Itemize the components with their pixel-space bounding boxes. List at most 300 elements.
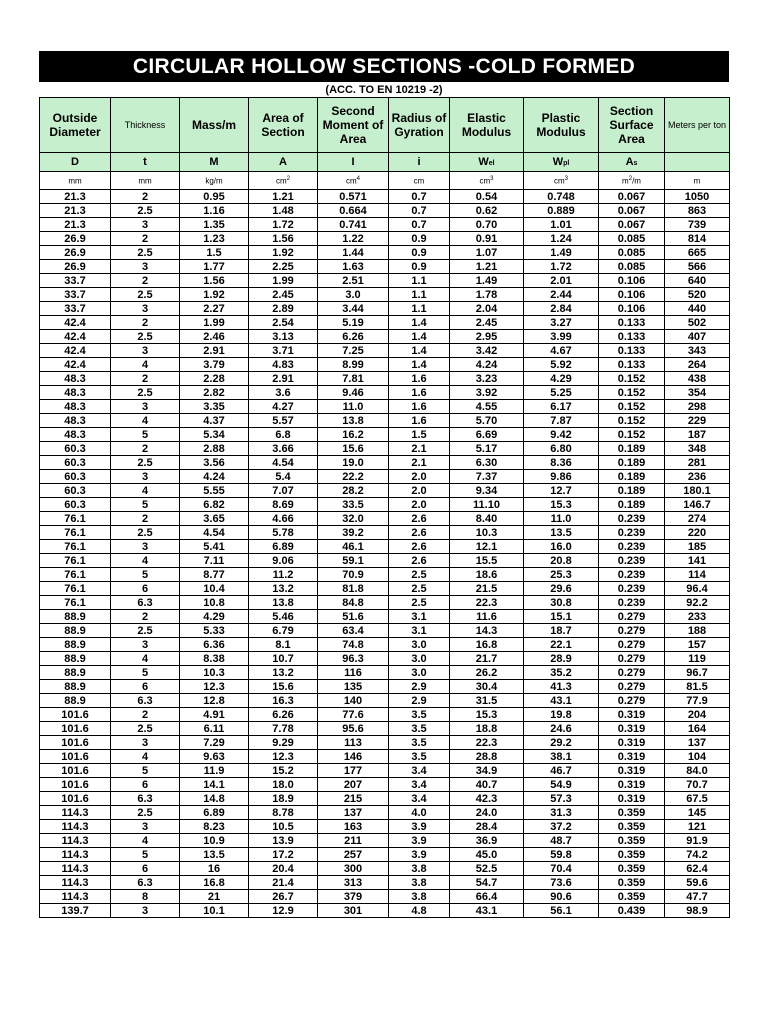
table-cell: 1.21 xyxy=(450,260,524,274)
table-cell: 187 xyxy=(665,428,730,442)
table-row xyxy=(40,302,730,316)
table-cell: 3.4 xyxy=(389,778,450,792)
table-cell: 28.4 xyxy=(450,820,524,834)
table-cell: 1.92 xyxy=(180,288,249,302)
table-cell: 8.23 xyxy=(180,820,249,834)
unit-base: cm xyxy=(479,176,491,186)
table-cell: 114.3 xyxy=(40,834,111,848)
table-cell: 3.1 xyxy=(389,624,450,638)
table-cell: 32.0 xyxy=(318,512,389,526)
table-cell: 5 xyxy=(111,764,180,778)
table-cell: 101.6 xyxy=(40,722,111,736)
unit-exponent: 3 xyxy=(564,175,568,182)
table-cell: 9.86 xyxy=(524,470,599,484)
table-cell: 3.8 xyxy=(389,862,450,876)
table-cell: 43.1 xyxy=(524,694,599,708)
table-cell: 48.3 xyxy=(40,414,111,428)
table-cell: 0.70 xyxy=(450,218,524,232)
table-cell: 13.5 xyxy=(524,526,599,540)
table-cell: 440 xyxy=(665,302,730,316)
table-cell: 88.9 xyxy=(40,680,111,694)
table-cell: 92.2 xyxy=(665,596,730,610)
table-cell: 3.35 xyxy=(180,400,249,414)
table-cell: 43.1 xyxy=(450,904,524,918)
table-cell: 3.9 xyxy=(389,820,450,834)
table-row xyxy=(40,232,730,246)
table-cell: 10.3 xyxy=(180,666,249,680)
table-row xyxy=(40,260,730,274)
unit-base: mm xyxy=(138,176,152,186)
unit-base: m xyxy=(693,176,701,186)
table-cell: 0.106 xyxy=(599,288,665,302)
symbol-subscript: s xyxy=(633,160,638,167)
table-row xyxy=(40,792,730,806)
table-cell: 2.6 xyxy=(389,526,450,540)
symbol-subscript: el xyxy=(488,160,495,167)
table-cell: 1.4 xyxy=(389,344,450,358)
table-cell: 30.4 xyxy=(450,680,524,694)
table-cell: 0.189 xyxy=(599,456,665,470)
table-cell: 1.77 xyxy=(180,260,249,274)
table-cell: 4.67 xyxy=(524,344,599,358)
table-cell: 3 xyxy=(111,344,180,358)
table-cell: 114.3 xyxy=(40,820,111,834)
table-cell: 77.6 xyxy=(318,708,389,722)
table-row xyxy=(40,862,730,876)
table-cell: 17.2 xyxy=(249,848,318,862)
column-header: Mass/m xyxy=(180,98,249,153)
symbol-cell xyxy=(318,153,389,172)
symbol-cell xyxy=(450,153,524,172)
table-cell: 0.279 xyxy=(599,624,665,638)
table-cell: 13.2 xyxy=(249,582,318,596)
table-row xyxy=(40,610,730,624)
table-cell: 1.78 xyxy=(450,288,524,302)
table-cell: 5.78 xyxy=(249,526,318,540)
table-cell: 3.6 xyxy=(249,386,318,400)
table-cell: 0.133 xyxy=(599,330,665,344)
table-cell: 4 xyxy=(111,554,180,568)
table-row xyxy=(40,596,730,610)
table-row xyxy=(40,414,730,428)
unit-base: mm xyxy=(68,176,82,186)
table-cell: 48.3 xyxy=(40,428,111,442)
table-cell: 0.319 xyxy=(599,750,665,764)
table-cell: 4 xyxy=(111,484,180,498)
table-cell: 45.0 xyxy=(450,848,524,862)
table-cell: 6.3 xyxy=(111,694,180,708)
table-cell: 7.87 xyxy=(524,414,599,428)
table-cell: 814 xyxy=(665,232,730,246)
table-cell: 6.26 xyxy=(318,330,389,344)
table-cell: 2.82 xyxy=(180,386,249,400)
table-cell: 2 xyxy=(111,372,180,386)
table-cell: 0.133 xyxy=(599,344,665,358)
unit-cell xyxy=(180,172,249,190)
table-cell: 4.91 xyxy=(180,708,249,722)
table-cell: 3.0 xyxy=(389,652,450,666)
table-cell: 19.0 xyxy=(318,456,389,470)
table-cell: 101.6 xyxy=(40,750,111,764)
table-cell: 3.23 xyxy=(450,372,524,386)
table-cell: 59.6 xyxy=(665,876,730,890)
table-cell: 1.5 xyxy=(389,428,450,442)
unit-base: cm xyxy=(275,176,287,186)
table-cell: 10.9 xyxy=(180,834,249,848)
table-cell: 21 xyxy=(180,890,249,904)
table-cell: 180.1 xyxy=(665,484,730,498)
symbol-main: D xyxy=(71,156,79,168)
table-cell: 2.88 xyxy=(180,442,249,456)
table-cell: 1.07 xyxy=(450,246,524,260)
table-cell: 0.664 xyxy=(318,204,389,218)
table-cell: 2.27 xyxy=(180,302,249,316)
table-cell: 566 xyxy=(665,260,730,274)
table-cell: 2 xyxy=(111,274,180,288)
table-cell: 0.9 xyxy=(389,246,450,260)
table-cell: 0.239 xyxy=(599,568,665,582)
table-cell: 4 xyxy=(111,358,180,372)
table-cell: 1.24 xyxy=(524,232,599,246)
table-cell: 14.8 xyxy=(180,792,249,806)
column-header: Radius of Gyration xyxy=(389,98,450,153)
table-cell: 28.2 xyxy=(318,484,389,498)
table-cell: 12.8 xyxy=(180,694,249,708)
table-row xyxy=(40,428,730,442)
table-cell: 59.8 xyxy=(524,848,599,862)
table-row xyxy=(40,190,730,204)
table-cell: 140 xyxy=(318,694,389,708)
table-cell: 52.5 xyxy=(450,862,524,876)
table-cell: 3.9 xyxy=(389,834,450,848)
table-cell: 0.239 xyxy=(599,596,665,610)
table-row xyxy=(40,890,730,904)
table-cell: 0.239 xyxy=(599,540,665,554)
table-cell: 21.3 xyxy=(40,218,111,232)
table-cell: 264 xyxy=(665,358,730,372)
table-row xyxy=(40,848,730,862)
table-cell: 7.78 xyxy=(249,722,318,736)
table-row xyxy=(40,834,730,848)
table-cell: 1.56 xyxy=(180,274,249,288)
table-cell: 48.3 xyxy=(40,372,111,386)
table-cell: 7.07 xyxy=(249,484,318,498)
table-cell: 28.8 xyxy=(450,750,524,764)
table-cell: 8.36 xyxy=(524,456,599,470)
table-cell: 0.319 xyxy=(599,708,665,722)
table-cell: 0.279 xyxy=(599,638,665,652)
table-cell: 1.4 xyxy=(389,358,450,372)
table-cell: 15.2 xyxy=(249,764,318,778)
table-cell: 42.4 xyxy=(40,316,111,330)
table-cell: 274 xyxy=(665,512,730,526)
table-cell: 8.1 xyxy=(249,638,318,652)
table-cell: 1.6 xyxy=(389,386,450,400)
table-cell: 16.2 xyxy=(318,428,389,442)
table-cell: 640 xyxy=(665,274,730,288)
table-cell: 21.4 xyxy=(249,876,318,890)
table-cell: 6.80 xyxy=(524,442,599,456)
table-cell: 2.5 xyxy=(111,204,180,218)
table-cell: 10.3 xyxy=(450,526,524,540)
table-cell: 41.3 xyxy=(524,680,599,694)
table-cell: 1050 xyxy=(665,190,730,204)
table-cell: 3 xyxy=(111,470,180,484)
table-cell: 2.6 xyxy=(389,540,450,554)
table-cell: 2.44 xyxy=(524,288,599,302)
table-cell: 76.1 xyxy=(40,568,111,582)
table-row xyxy=(40,442,730,456)
table-cell: 48.7 xyxy=(524,834,599,848)
table-cell: 0.359 xyxy=(599,876,665,890)
table-cell: 12.3 xyxy=(180,680,249,694)
table-cell: 6.11 xyxy=(180,722,249,736)
table-cell: 2.04 xyxy=(450,302,524,316)
table-cell: 0.359 xyxy=(599,806,665,820)
table-row xyxy=(40,694,730,708)
table-row xyxy=(40,526,730,540)
table-cell: 34.9 xyxy=(450,764,524,778)
table-row xyxy=(40,204,730,218)
table-cell: 665 xyxy=(665,246,730,260)
table-cell: 354 xyxy=(665,386,730,400)
table-cell: 29.2 xyxy=(524,736,599,750)
table-cell: 10.8 xyxy=(180,596,249,610)
table-cell: 2 xyxy=(111,708,180,722)
table-cell: 15.6 xyxy=(318,442,389,456)
table-cell: 5 xyxy=(111,848,180,862)
table-cell: 145 xyxy=(665,806,730,820)
table-cell: 3.8 xyxy=(389,890,450,904)
column-header: Outside Diameter xyxy=(40,98,111,153)
table-cell: 7.81 xyxy=(318,372,389,386)
table-cell: 0.279 xyxy=(599,652,665,666)
table-cell: 0.359 xyxy=(599,890,665,904)
table-cell: 35.2 xyxy=(524,666,599,680)
table-cell: 0.319 xyxy=(599,722,665,736)
table-cell: 139.7 xyxy=(40,904,111,918)
table-row xyxy=(40,554,730,568)
table-cell: 9.63 xyxy=(180,750,249,764)
table-cell: 37.2 xyxy=(524,820,599,834)
table-cell: 0.152 xyxy=(599,386,665,400)
table-cell: 114.3 xyxy=(40,806,111,820)
table-cell: 3 xyxy=(111,904,180,918)
table-cell: 5.25 xyxy=(524,386,599,400)
table-cell: 60.3 xyxy=(40,442,111,456)
table-cell: 1.44 xyxy=(318,246,389,260)
table-cell: 2.1 xyxy=(389,456,450,470)
table-cell: 96.3 xyxy=(318,652,389,666)
table-cell: 60.3 xyxy=(40,498,111,512)
table-cell: 6.82 xyxy=(180,498,249,512)
table-cell: 1.56 xyxy=(249,232,318,246)
table-cell: 42.4 xyxy=(40,344,111,358)
table-cell: 3 xyxy=(111,260,180,274)
table-cell: 5.19 xyxy=(318,316,389,330)
table-cell: 12.9 xyxy=(249,904,318,918)
table-cell: 2.5 xyxy=(111,806,180,820)
table-cell: 407 xyxy=(665,330,730,344)
table-cell: 8.38 xyxy=(180,652,249,666)
table-cell: 15.6 xyxy=(249,680,318,694)
table-cell: 33.7 xyxy=(40,302,111,316)
table-cell: 4 xyxy=(111,750,180,764)
table-cell: 520 xyxy=(665,288,730,302)
column-header: Elastic Modulus xyxy=(450,98,524,153)
standard-subtitle: (ACC. TO EN 10219 -2) xyxy=(325,84,443,96)
table-row xyxy=(40,568,730,582)
symbol-cell xyxy=(180,153,249,172)
table-cell: 2 xyxy=(111,190,180,204)
table-cell: 13.2 xyxy=(249,666,318,680)
table-cell: 1.6 xyxy=(389,400,450,414)
table-cell: 33.7 xyxy=(40,288,111,302)
table-cell: 54.7 xyxy=(450,876,524,890)
table-cell: 3.99 xyxy=(524,330,599,344)
table-row xyxy=(40,764,730,778)
table-cell: 5.41 xyxy=(180,540,249,554)
table-cell: 54.9 xyxy=(524,778,599,792)
table-cell: 4.0 xyxy=(389,806,450,820)
table-cell: 6.89 xyxy=(180,806,249,820)
table-cell: 3.5 xyxy=(389,750,450,764)
table-cell: 0.279 xyxy=(599,694,665,708)
table-cell: 101.6 xyxy=(40,708,111,722)
table-cell: 74.8 xyxy=(318,638,389,652)
table-cell: 0.189 xyxy=(599,470,665,484)
table-cell: 0.319 xyxy=(599,778,665,792)
table-cell: 95.6 xyxy=(318,722,389,736)
table-row xyxy=(40,778,730,792)
table-cell: 2.45 xyxy=(450,316,524,330)
table-cell: 74.2 xyxy=(665,848,730,862)
table-row xyxy=(40,484,730,498)
table-cell: 8.69 xyxy=(249,498,318,512)
table-row xyxy=(40,540,730,554)
unit-cell xyxy=(389,172,450,190)
table-row xyxy=(40,498,730,512)
table-row xyxy=(40,638,730,652)
table-cell: 1.49 xyxy=(524,246,599,260)
table-row xyxy=(40,470,730,484)
table-cell: 39.2 xyxy=(318,526,389,540)
table-cell: 18.0 xyxy=(249,778,318,792)
table-cell: 21.3 xyxy=(40,204,111,218)
table-cell: 298 xyxy=(665,400,730,414)
table-row xyxy=(40,330,730,344)
unit-cell xyxy=(524,172,599,190)
table-cell: 6.30 xyxy=(450,456,524,470)
symbol-cell xyxy=(389,153,450,172)
symbol-main: M xyxy=(209,156,219,168)
table-row xyxy=(40,274,730,288)
table-cell: 4.29 xyxy=(180,610,249,624)
table-row xyxy=(40,624,730,638)
table-row xyxy=(40,904,730,918)
table-cell: 8.40 xyxy=(450,512,524,526)
table-cell: 6.17 xyxy=(524,400,599,414)
symbol-subscript: pl xyxy=(563,160,570,167)
table-cell: 114.3 xyxy=(40,848,111,862)
table-cell: 81.8 xyxy=(318,582,389,596)
table-cell: 101.6 xyxy=(40,778,111,792)
table-cell: 3.4 xyxy=(389,792,450,806)
table-cell: 76.1 xyxy=(40,526,111,540)
table-cell: 11.6 xyxy=(450,610,524,624)
table-cell: 0.748 xyxy=(524,190,599,204)
unit-cell xyxy=(40,172,111,190)
table-cell: 0.239 xyxy=(599,526,665,540)
table-cell: 0.067 xyxy=(599,218,665,232)
table-cell: 12.1 xyxy=(450,540,524,554)
table-cell: 6 xyxy=(111,778,180,792)
table-cell: 3.5 xyxy=(389,736,450,750)
table-row xyxy=(40,456,730,470)
table-cell: 2.5 xyxy=(389,596,450,610)
table-cell: 9.46 xyxy=(318,386,389,400)
unit-exponent: 3 xyxy=(490,175,494,182)
table-cell: 2.51 xyxy=(318,274,389,288)
table-cell: 2.5 xyxy=(111,722,180,736)
table-cell: 0.189 xyxy=(599,442,665,456)
table-cell: 3.5 xyxy=(389,708,450,722)
table-cell: 236 xyxy=(665,470,730,484)
table-cell: 1.22 xyxy=(318,232,389,246)
table-cell: 84.0 xyxy=(665,764,730,778)
table-cell: 76.1 xyxy=(40,554,111,568)
table-row xyxy=(40,372,730,386)
table-cell: 2 xyxy=(111,610,180,624)
table-cell: 59.1 xyxy=(318,554,389,568)
table-cell: 2.0 xyxy=(389,484,450,498)
table-cell: 20.8 xyxy=(524,554,599,568)
table-cell: 4.24 xyxy=(180,470,249,484)
table-cell: 0.571 xyxy=(318,190,389,204)
table-cell: 0.9 xyxy=(389,232,450,246)
table-cell: 2.46 xyxy=(180,330,249,344)
table-cell: 9.42 xyxy=(524,428,599,442)
table-cell: 3 xyxy=(111,218,180,232)
column-header: Second Moment of Area xyxy=(318,98,389,153)
table-cell: 26.9 xyxy=(40,232,111,246)
table-cell: 502 xyxy=(665,316,730,330)
table-cell: 0.279 xyxy=(599,610,665,624)
table-row xyxy=(40,358,730,372)
table-cell: 0.62 xyxy=(450,204,524,218)
unit-exponent: 4 xyxy=(356,175,360,182)
table-cell: 13.9 xyxy=(249,834,318,848)
table-cell: 114 xyxy=(665,568,730,582)
table-cell: 0.067 xyxy=(599,204,665,218)
table-cell: 42.4 xyxy=(40,330,111,344)
table-cell: 48.3 xyxy=(40,400,111,414)
table-cell: 0.152 xyxy=(599,414,665,428)
table-cell: 4.29 xyxy=(524,372,599,386)
table-cell: 0.319 xyxy=(599,764,665,778)
column-header: Section Surface Area xyxy=(599,98,665,153)
table-row xyxy=(40,722,730,736)
symbol-cell xyxy=(249,153,318,172)
table-cell: 6 xyxy=(111,582,180,596)
table-cell: 5 xyxy=(111,428,180,442)
table-cell: 233 xyxy=(665,610,730,624)
table-cell: 4.54 xyxy=(249,456,318,470)
table-cell: 0.359 xyxy=(599,834,665,848)
unit-cell xyxy=(665,172,730,190)
unit-base: m xyxy=(622,176,629,186)
table-cell: 3.66 xyxy=(249,442,318,456)
